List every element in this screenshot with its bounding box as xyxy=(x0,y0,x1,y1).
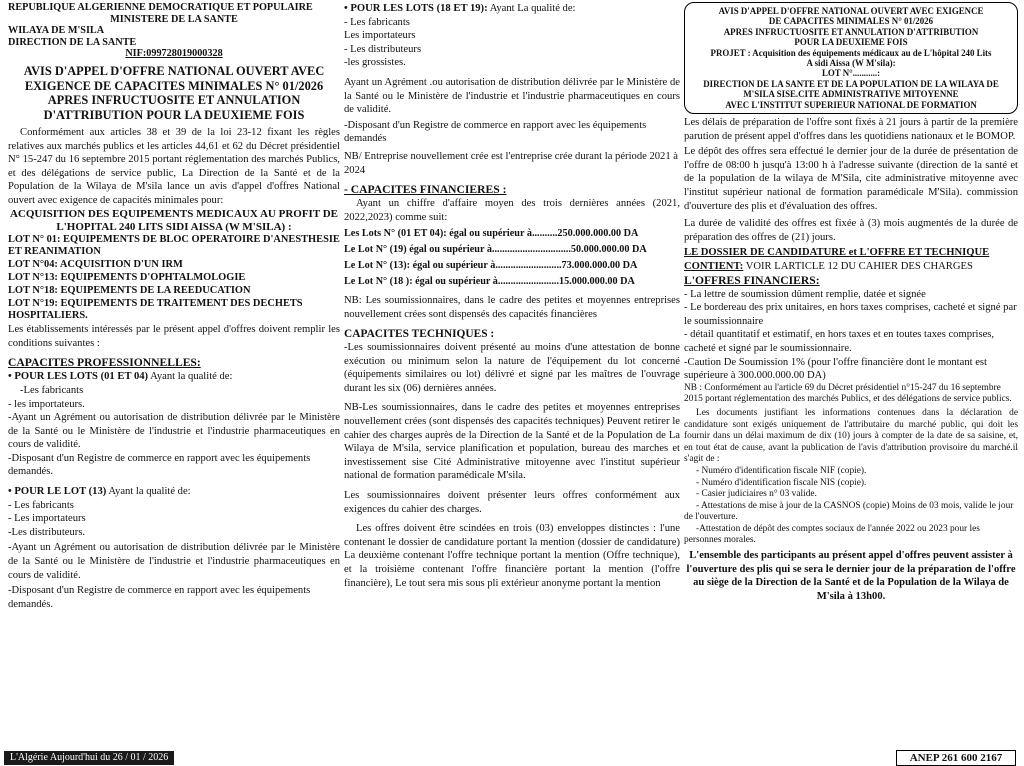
amount-dots: ............................... xyxy=(491,244,571,256)
box-line: AVEC L'INSTITUT SUPERIEUR NATIONAL DE FORMATION xyxy=(725,99,977,110)
box-line: AVIS D'APPEL D'OFFRE NATIONAL OUVERT AVEC EXIGENCE xyxy=(718,6,984,16)
header-direction: DIRECTION DE LA SANTE xyxy=(8,36,137,48)
list-item: -Les distributeurs. xyxy=(8,526,86,538)
amount-row xyxy=(344,274,680,290)
lot-item: LOT N°19: EQUIPEMENTS DE TRAITEMENT DES DECHETS HOSPITALIERS. xyxy=(8,297,303,322)
list-item: Les importateurs xyxy=(344,30,416,42)
column-left xyxy=(8,2,340,611)
nb-retirer: NB-Les soumissionnaires, dans le cadre des petites et moyennes entreprises nouvellement crées (sont dispensés des capacités techniques) Peuvent retirer le cahier des charges auprès de la Direction de la Santé et de la Population de La Wilaya de M'sila, service planification et population, bureau des marches et investissement sise Cité Administrative mitoyenne avec l'institut supérieur national de formation paramédicale M'sila. xyxy=(344,402,680,482)
header-nif: NIF:099728019000328 xyxy=(125,48,223,60)
cap-tech-text: -Les soumissionnaires doivent présenté au moins d'une attestation de bonne exécution ou minimum selon la nature de l'équipement du lot concerné (équipements similaires ou lot) délivré et signé par les maîtres de l'ouvrage durant les six (06) dernières années. xyxy=(344,342,680,394)
list-item: -Les fabricants xyxy=(20,384,84,396)
lot-item: LOT N° 01: EQUIPEMENTS DE BLOC OPERATOIRE D'ANESTHESIE ET REANIMATION xyxy=(8,233,340,258)
column-middle xyxy=(344,2,680,590)
registre-paragraph: -Disposant d'un Registre de commerce en rapport avec les équipements demandés xyxy=(344,119,647,145)
list-item: - Les importateurs xyxy=(8,513,86,525)
amount-value: 250.000.000.00 DA xyxy=(557,228,639,240)
newspaper-footer: L'Algérie Aujourd'hui du 26 / 01 / 2026 xyxy=(4,751,174,765)
depot-text: Le dépôt des offres sera effectué le dernier jour de la durée de présentation de l'offre de 08:00 h jusqu'à 13:00 h à l'adresse suivante (direction de la santé et de la population de la wilaya de M'Sila, cite administrative mitoyenne avec l'institut supérieur national de formation paramédicale M'Sila). commission d'ouverture des plis et d'évaluation des offres. xyxy=(684,146,1018,212)
box-line: A sidi Aissa (W M'sila): xyxy=(806,58,896,69)
closing-text: L'ensemble des participants au présent appel d'offres peuvent assister à l'ouverture des plis qui se sera le dernier jour de la préparation de l'offre au siège de la Direction de la Santé et de la Population de la Wilaya de M'sila à 13h00. xyxy=(686,550,1016,602)
registre-paragraph: -Disposant d'un Registre de commerce en rapport avec les équipements demandés. xyxy=(8,452,311,478)
box-line: DE CAPACITES MINIMALES N° 01/2026 xyxy=(768,16,934,27)
lot-item: LOT N°04: ACQUISITION D'UN IRM xyxy=(8,259,183,271)
dossier-heading: LE DOSSIER DE CANDIDATURE et L'OFFRE ET TECHNIQUE CONTIENT: xyxy=(684,247,990,272)
documents-text: Les documents justifiant les informations contenues dans la déclaration de candidature sont exigés uniquement de l'attributaire du marché public, qui doit les fournir dans un délai maximum de dix (10) jours à compter de la date de sa saisine, et, en tout état de cause, avant la publication de l'avis d'attribution provisoire du marché.il s'agit de : xyxy=(684,407,1018,465)
box-line: DIRECTION DE LA SANTE ET DE LA POPULATION DE LA WILAYA DE M'SILA SISE.CITE ADMINISTRATIVE MITOYENNE xyxy=(703,78,999,100)
amount-row xyxy=(344,258,680,274)
intro-paragraph: Conformément aux articles 38 et 39 de la loi 23-12 fixant les règles relatives aux marchés publics et les articles 44,61 et 62 du Décret présidentiel N° 15-247 du 16 septembre 2015 portant réglementation des marchés Publics, et des délégations de service public, La Direction de la Santé et de la Population de la Wilaya de M'sila lance un avis d'appel d'offres National ouvert avec exigence de capacités minimales pour: xyxy=(8,127,340,206)
lots-18-19-title: • POUR LES LOTS (18 ET 19): xyxy=(344,3,488,14)
fin-item: - La lettre de soumission dûment remplie, datée et signée xyxy=(684,288,926,300)
lots-01-04-line xyxy=(8,370,340,384)
lots-18-19-line xyxy=(344,2,680,16)
lot-13-title: • POUR LE LOT (13) xyxy=(8,486,107,498)
pieces-text: Les soumissionnaires doivent présenter leurs offres conformément aux exigences du cahier des charges. xyxy=(344,490,680,515)
fin-item: - Le bordereau des prix unitaires, en hors taxes comprises, cacheté et signé par le soumissionnaire xyxy=(684,302,1017,327)
lot-item: LOT N°13: EQUIPEMENTS D'OPHTALMOLOGIE xyxy=(8,271,246,283)
lots-18-19-text: Ayant La qualité de: xyxy=(487,3,576,14)
envelope-label-box xyxy=(684,2,1018,114)
cap-pro-heading: CAPACITES PROFESSIONNELLES: xyxy=(8,356,201,370)
list-item: - Les fabricants xyxy=(344,16,410,28)
lots-01-04-text: Ayant la qualité de: xyxy=(148,371,233,383)
agrement-paragraph: -Ayant un Agrément ou autorisation de distribution délivrée par le Ministère de la Santé ou le Ministère de l'industrie et l'industrie pharmaceutiques en cours de validité. xyxy=(8,542,340,581)
registre-paragraph: -Disposant d'un Registre de commerce en rapport avec les équipements demandés. xyxy=(8,585,311,610)
interested-text: Les établissements intéressés par le présent appel d'offres doivent remplir les conditions suivantes : xyxy=(8,324,340,349)
offres-fin-heading: L'OFFRES FINANCIERS: xyxy=(684,273,820,287)
amount-label: Le Lot N° (18 ): égal ou supérieur à xyxy=(344,276,498,288)
nb-small-enterprises: NB: Les soumissionnaires, dans le cadre des petites et moyennes entreprises nouvellement crées sont dispensés des capacités financières xyxy=(344,295,680,320)
list-item: - les importateurs. xyxy=(8,398,85,410)
box-line: LOT N°...........: xyxy=(821,68,881,79)
amount-value: 73.000.000.00 DA xyxy=(561,260,638,272)
amount-row xyxy=(344,242,680,258)
fin-item: - détail quantitatif et estimatif, en hors taxes et en toutes taxes comprises, cacheté et signé par le soumissionnaire. xyxy=(684,329,995,354)
nb-new-company: NB/ Entreprise nouvellement crée est l'entreprise crée durant la période 2021 à 2024 xyxy=(344,150,679,176)
enveloppes-text: Les offres doivent être scindées en trois (03) enveloppes distinctes : l'une contenant le dossier de candidature portant la mention (dossier de candidature) La deuxième contenant l'offre technique portant la mention (Offre technique), et la troisième contenant l'offre financière portant la mention (l'offre financière), Le tout sera mis sous pli extérieur anonyme portant la mention xyxy=(344,523,680,589)
box-line: PROJET : Acquisition des équipements médicaux au de L'hôpital 240 Lits xyxy=(710,47,992,58)
doc-item: - Casier judiciaires n° 03 valide. xyxy=(696,489,817,500)
notice-title: AVIS D'APPEL D'OFFRE NATIONAL OUVERT AVEC EXIGENCE DE CAPACITES MINIMALES N° 01/2026 APRES INFRUCTUOSITE ET ANNULATION D'ATTRIBUTION POUR LA DEUXIEME FOIS xyxy=(23,64,325,122)
list-item: - Les distributeurs xyxy=(344,43,422,55)
amount-label: Le Lot N° (19) égal ou supérieur à xyxy=(344,244,492,256)
amount-label: Les Lots N° (01 ET 04): égal ou supérieur à xyxy=(344,228,532,240)
agrement-paragraph: Ayant un Agrément .ou autorisation de distribution délivrée par le Ministère de la Santé ou le Ministère de l'industrie et l'industrie pharmaceutiques en cours de validité. xyxy=(344,76,680,116)
box-line: POUR LA DEUXIEME FOIS xyxy=(794,37,908,48)
list-item: - Les fabricants xyxy=(8,499,74,511)
amount-value: 50.000.000.00 DA xyxy=(570,244,647,256)
lot-13-line xyxy=(8,485,340,499)
lot-13-text: Ayant la qualité de: xyxy=(106,486,191,498)
ca-text: Ayant un chiffre d'affaire moyen des trois dernières années (2021, 2022,2023) comme suit: xyxy=(344,198,680,223)
amount-dots: .......................... xyxy=(495,260,562,272)
agrement-paragraph: -Ayant un Agrément ou autorisation de distribution délivrée par le Ministère de la Santé ou le Ministère de l'industrie et l'industrie pharmaceutiques en cours de validité. xyxy=(8,412,340,451)
lots-01-04-title: • POUR LES LOTS (01 ET 04) xyxy=(8,371,149,383)
validite-text: La durée de validité des offres est fixée à (3) mois augmentés de la durée de préparation des offres de (21) jours. xyxy=(684,218,1018,243)
box-line: APRES INFRUCTUOSITE ET ANNULATION D'ATTRIBUTION xyxy=(723,26,979,37)
amount-dots: .......... xyxy=(531,228,558,240)
anep-reference: ANEP 261 600 2167 xyxy=(896,750,1016,766)
doc-item: -Attestation de dépôt des comptes sociaux de l'année 2022 ou 2023 pour les personnes morales. xyxy=(684,523,980,546)
lot-item: LOT N°18: EQUIPEMENTS DE LA REEDUCATION xyxy=(8,284,251,296)
amount-row xyxy=(344,226,680,242)
dossier-line xyxy=(684,246,1018,273)
header-ministry: MINISTERE DE LA SANTE xyxy=(110,13,238,25)
header-wilaya: WILAYA DE M'SILA xyxy=(8,25,105,37)
fin-item: -Caution De Soumission 1% (pour l'offre financière dont le montant est supérieure à 300.000.000.00 DA) xyxy=(684,356,987,382)
list-item: -les grossistes. xyxy=(344,57,406,69)
delais-text: Les délais de préparation de l'offre sont fixés à 21 jours à partir de la première parution de présent appel d'offres dans les quotidiens nationaux et le BOMOP. xyxy=(684,117,1018,142)
doc-item: - Numéro d'identification fiscale NIF (copie). xyxy=(696,465,867,476)
doc-item: - Numéro d'identification fiscale NIS (copie). xyxy=(696,477,867,488)
amount-value: 15.000.000.00 DA xyxy=(558,276,635,288)
column-right xyxy=(684,2,1018,603)
amount-label: Le Lot N° (13): égal ou supérieur à xyxy=(344,260,496,272)
dossier-text: VOIR LARTICLE 12 DU CAHIER DES CHARGES xyxy=(743,261,973,272)
doc-item: - Attestations de mise à jour de la CASNOS (copie) Moins de 03 mois, valide le jour de l'ouverture. xyxy=(684,500,1014,523)
amount-dots: ........................ xyxy=(497,276,559,288)
cap-tech-heading: CAPACITES TECHNIQUES : xyxy=(344,327,495,340)
nb-decret: NB : Conformément au l'article 69 du Décret présidentiel n°15-247 du 16 septembre 2015 portant réglementation des marchés Publics, et des délégations de service publics. xyxy=(684,382,1012,405)
cap-fin-heading: - CAPACITES FINANCIERES : xyxy=(344,183,507,197)
header-republic: REPUBLIQUE ALGERIENNE DEMOCRATIQUE ET POPULAIRE xyxy=(8,2,313,13)
acquisition-heading: ACQUISITION DES EQUIPEMENTS MEDICAUX AU PROFIT DE L'HOPITAL 240 LITS SIDI AISSA (W M'SILA) : xyxy=(9,207,338,233)
